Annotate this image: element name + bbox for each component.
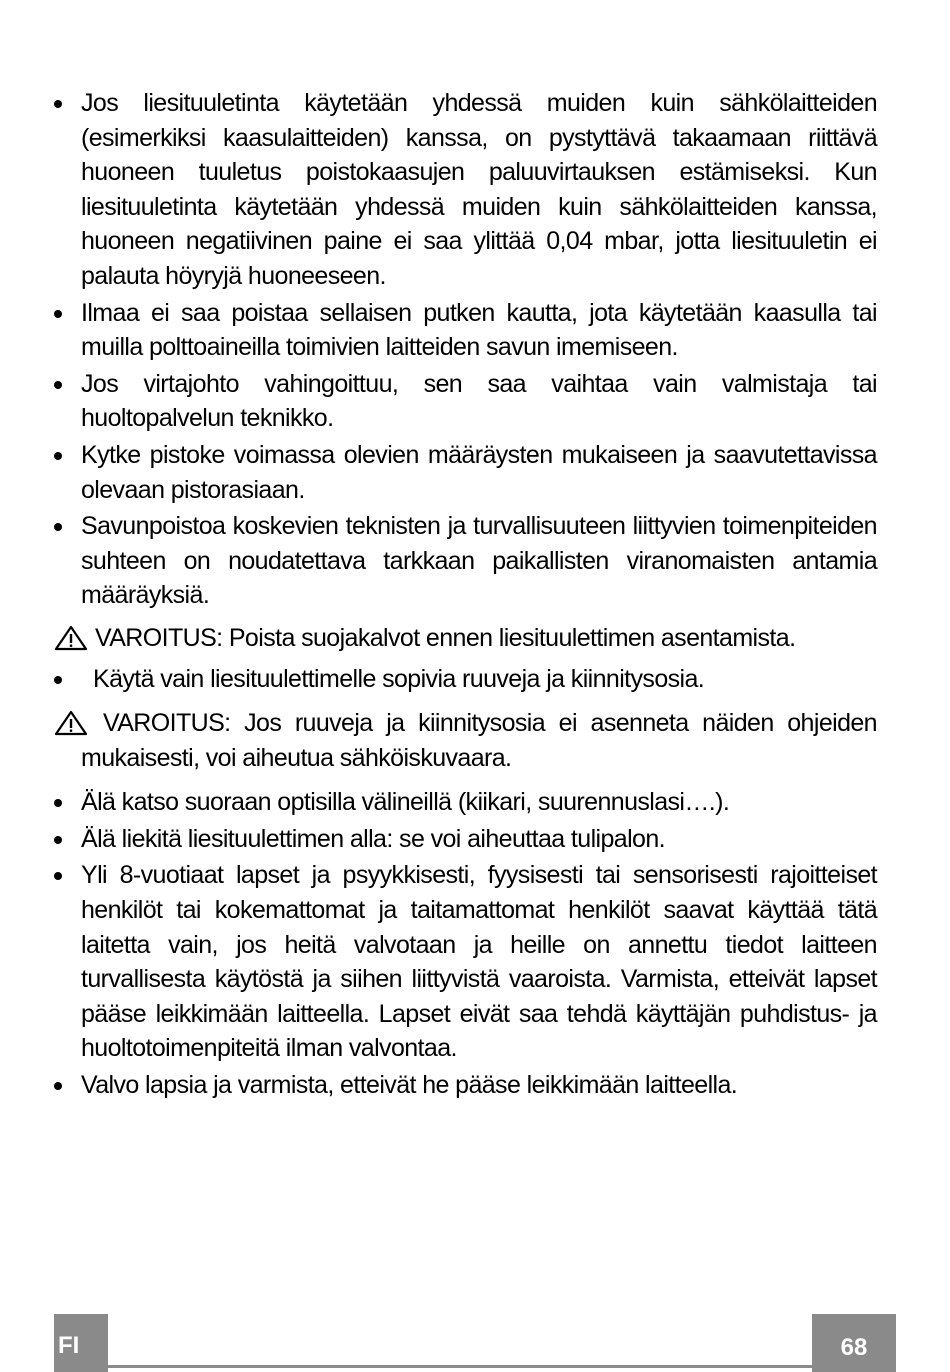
list-item-text: Valvo lapsia ja varmista, etteivät he pääse leikkimään laitteella. <box>81 1071 738 1100</box>
list-item-text: Ilmaa ei saa poistaa sellaisen putken kautta, jota käytetään kaasulla tai muilla polttoaineilla toimivien laitteiden savun imemiseen. <box>81 298 877 362</box>
page-footer <box>54 1314 896 1372</box>
bullet-dot-icon <box>54 100 62 108</box>
list-item <box>50 822 877 857</box>
language-tab <box>54 1314 108 1372</box>
list-item <box>50 509 877 613</box>
list-item <box>50 785 877 820</box>
warning-text: Poista suojakalvot ennen liesituulettimen asentamista. <box>228 623 796 652</box>
list-item-text: Käytä vain liesituulettimelle sopivia ruuveja ja kiinnitysosia. <box>93 664 705 693</box>
warning-text: Jos ruuveja ja kiinnitysosia ei asenneta näiden ohjeiden mukaisesti, voi aiheutua sähköiskuvaara. <box>81 709 877 772</box>
list-item-text: Jos liesituuletinta käytetään yhdessä muiden kuin sähkölaitteiden (esimerkiksi kaasulaitteiden) kanssa, on pystyttävä takaamaan riittävä huoneen tuuletus poistokaasujen paluuvirtauksen estämiseksi. Kun liesituuletinta käytetään yhdessä muiden kuin sähkölaitteiden kanssa, huoneen negatiivinen paine ei saa ylittää 0,04 mbar, jotta liesituuletin ei palauta höyryjä huoneeseen. <box>81 89 877 290</box>
list-item-text: Jos virtajohto vahingoittuu, sen saa vaihtaa vain valmistaja tai huoltopalvelun teknikko. <box>81 369 877 433</box>
list-item-text: Yli 8-vuotiaat lapset ja psyykkisesti, fyysisesti tai sensorisesti rajoitteiset henkilöt tai kokemattomat ja taitamattomat henkilöt saavat käyttää tätä laitetta vain, jos heitä valvotaan ja heille on annettu tiedot laitteen turvallisesta käytöstä ja siihen liittyvistä vaaroista. Varmista, etteivät lapset pääse leikkimään laitteella. Lapset eivät saa tehdä käyttäjän puhdistus- ja huoltotoimenpiteitä ilman valvontaa. <box>81 861 877 1063</box>
warning-triangle-icon <box>54 710 88 736</box>
language-code: FI <box>58 1332 80 1359</box>
list-item-text: Kytke pistoke voimassa olevien määräysten mukaiseen ja saavutettavissa olevaan pistorasiaan. <box>81 440 877 504</box>
warning-label: VAROITUS: <box>103 709 231 738</box>
page-number-tab <box>812 1314 896 1372</box>
list-item <box>50 86 877 294</box>
list-item-text: Älä katso suoraan optisilla välineillä (kiikari, suurennuslasi….). <box>81 788 730 817</box>
list-item-text: Savunpoistoa koskevien teknisten ja turvallisuuteen liittyvien toimenpiteiden suhteen on noudatettava tarkkaan paikallisten viranomaisten antamia määräyksiä. <box>81 512 877 610</box>
bullet-dot-icon <box>54 1082 62 1090</box>
list-item <box>50 438 877 507</box>
bullet-dot-icon <box>54 523 62 531</box>
bullet-dot-icon <box>54 799 62 807</box>
list-item <box>50 1068 877 1103</box>
warning-label: VAROITUS: <box>95 623 223 652</box>
list-item <box>50 367 877 436</box>
bullet-dot-icon <box>54 381 62 389</box>
bullet-dot-icon <box>54 836 62 844</box>
warning-notice <box>50 706 877 775</box>
bullet-dot-icon <box>54 872 62 880</box>
warning-triangle-icon <box>54 625 88 651</box>
warning-notice <box>50 621 877 656</box>
bullet-dot-icon <box>54 310 62 318</box>
bullet-dot-icon <box>54 676 62 684</box>
footer-rule <box>108 1365 812 1368</box>
page-number: 68 <box>840 1334 868 1361</box>
list-item <box>50 662 877 697</box>
list-item-text: Älä liekitä liesituulettimen alla: se voi aiheuttaa tulipalon. <box>81 824 665 853</box>
bullet-dot-icon <box>54 452 62 460</box>
list-item <box>50 296 877 365</box>
list-item <box>50 858 877 1066</box>
document-body <box>50 86 877 1105</box>
